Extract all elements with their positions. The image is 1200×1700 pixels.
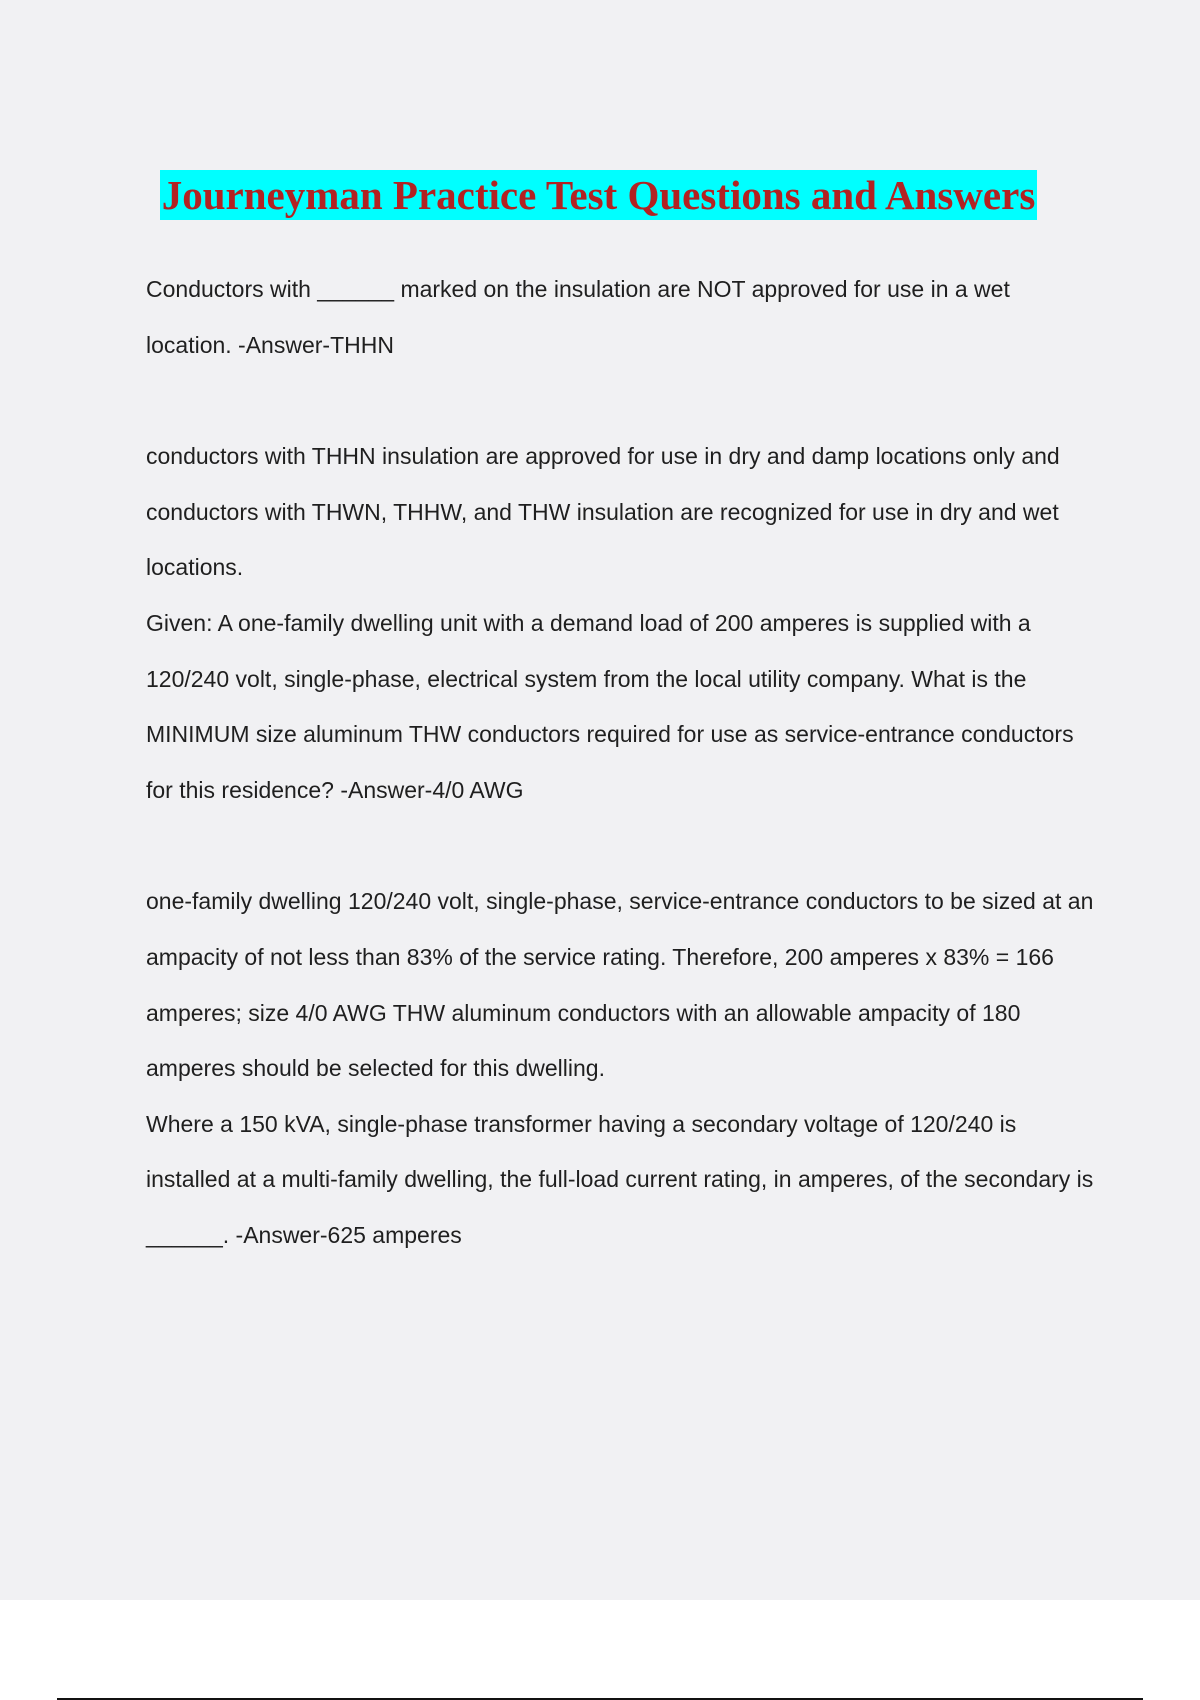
document-body: [146, 262, 1096, 1264]
explanation-paragraph: one-family dwelling 120/240 volt, single-phase, service-entrance conductors to be sized at an ampacity of not less than 83% of the service rating. Therefore, 200 amperes x 83% = 166 amperes; size 4/0 AWG THW aluminum conductors with an allowable ampacity of 180 amperes should be selected for this dwelling.: [146, 888, 1094, 1082]
paragraph-gap: [146, 373, 1096, 429]
question-paragraph: Given: A one-family dwelling unit with a demand load of 200 amperes is supplied with a 120/240 volt, single-phase, electrical system from the local utility company. What is the MINIMUM size aluminum THW conductors required for use as service-entrance conductors for this residence? -Answer-4/0 AWG: [146, 609, 1074, 803]
page-title: Journeyman Practice Test Questions and Answers: [161, 172, 1036, 218]
question-paragraph: Conductors with ______ marked on the insulation are NOT approved for use in a wet location. -Answer-THHN: [146, 276, 1010, 358]
question-paragraph: Where a 150 kVA, single-phase transformer having a secondary voltage of 120/240 is installed at a multi-family dwelling, the full-load current rating, in amperes, of the secondary is ______. -Answer-625 amperes: [146, 1110, 1094, 1248]
explanation-paragraph: conductors with THHN insulation are approved for use in dry and damp locations only and conductors with THWN, THHW, and THW insulation are recognized for use in dry and wet locations.: [146, 443, 1060, 581]
paragraph-gap: [146, 818, 1096, 874]
title-container: [0, 170, 1200, 220]
